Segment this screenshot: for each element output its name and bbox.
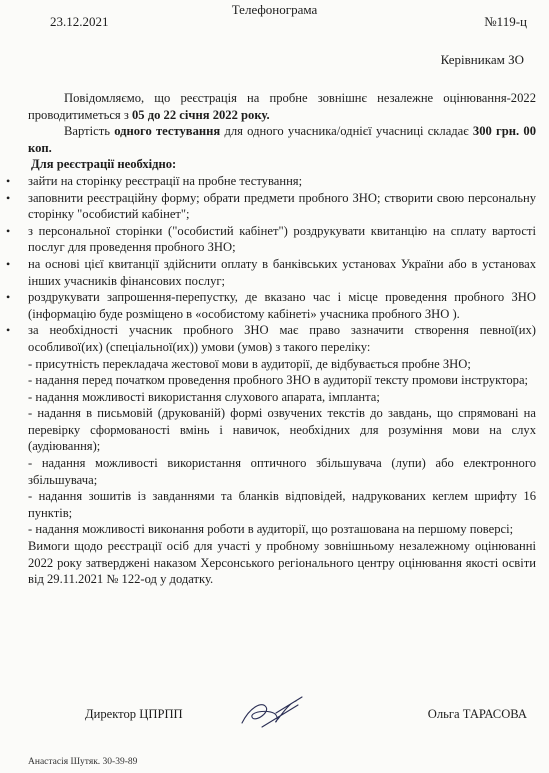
handwritten-signature-icon — [232, 693, 312, 733]
registration-steps-list — [28, 173, 536, 356]
special-condition-item: - надання можливості використання слухового апарата, імпланта; — [28, 389, 380, 404]
special-condition-item: - надання можливості використання оптичного збільшувача (лупи) або електронного збільшувача; — [28, 456, 536, 487]
test-price: 300 грн. 00 коп. — [28, 124, 536, 155]
list-item: • з персональної сторінки ("особистий кабінет") роздрукувати квитанцію на сплату вартості послуг для проведення пробного ЗНО; — [28, 223, 536, 256]
list-item: • за необхідності учасник пробного ЗНО має право зазначити створення певної(их) особливої(их) (спеціальної(их)) умови (умов) з такого переліку: — [28, 322, 536, 355]
special-condition-item: - надання перед початком проведення пробного ЗНО в аудиторії тексту промови інструктора; — [28, 373, 529, 388]
addressee: Керівникам ЗО — [440, 52, 524, 67]
special-condition-item: - присутність перекладача жестової мови в аудиторії, де відбувається пробне ЗНО; — [28, 356, 471, 371]
special-condition-item: - надання зошитів із завданнями та бланків відповідей, надрукованих кеглем шрифту 16 пунктів; — [28, 489, 536, 520]
document-number: №119-ц — [484, 14, 527, 29]
document-title: Телефонограма — [231, 2, 318, 17]
list-item: • зайти на сторінку реєстрації на пробне тестування; — [28, 173, 536, 190]
signatory-position: Директор ЦПРПП — [85, 707, 183, 721]
document-date: 23.12.2021 — [50, 14, 109, 29]
closing-paragraph: Вимоги щодо реєстрації осіб для участі у пробному зовнішньому незалежному оцінюванні 2022 року затверджені наказом Херсонського регіонального центру оцінювання якості освіти від 29.11.2021 № 122-од у додатку. — [28, 539, 536, 587]
registration-dates: 05 до 22 січня 2022 року. — [131, 107, 270, 122]
intro-paragraph-registration: Повідомляємо, що реєстрація на пробне зовнішнє незалежне оцінювання-2022 проводитиметься з 05 до 22 січня 2022 року. — [28, 91, 536, 122]
list-item: • роздрукувати запрошення-перепустку, де вказано час і місце проведення пробного ЗНО (інформацію буде розміщено в «особистому кабінеті» учасника пробного ЗНО ). — [28, 289, 536, 322]
section-title: Для реєстрації необхідно: — [31, 157, 177, 172]
special-condition-item: - надання можливості виконання роботи в аудиторії, що розташована на першому поверсі; — [28, 522, 514, 537]
executor-contact: Анастасія Шутяк. 30-39-89 — [28, 757, 138, 767]
intro-paragraph-cost: Вартість одного тестування для одного учасника/однієї учасниці складає 300 грн. 00 коп. — [28, 124, 536, 155]
list-item: • на основі цієї квитанції здійснити оплату в банківських установах України або в установах інших учасників фінансових послуг; — [28, 256, 536, 289]
list-item: • заповнити реєстраційну форму; обрати предмети пробного ЗНО; створити свою персональну сторінку "особистий кабінет"; — [28, 190, 536, 223]
special-condition-item: - надання в письмовій (друкованій) формі озвучених текстів до завдань, що спрямовані на перевірку сформованості вмінь і навичок, необхідних для розуміння мови на слух (аудіювання); — [28, 406, 536, 454]
document-body — [28, 90, 536, 588]
signatory-name: Ольга ТАРАСОВА — [427, 707, 527, 721]
